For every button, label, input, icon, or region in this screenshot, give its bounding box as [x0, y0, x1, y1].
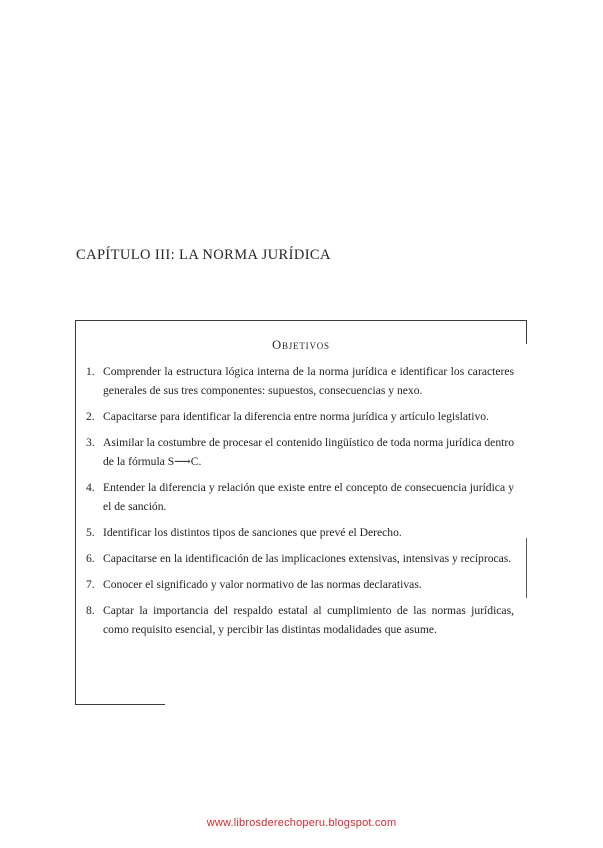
objective-number: 8. — [86, 604, 95, 617]
objective-text: Capacitarse en la identificación de las implicaciones extensivas, intensivas y recíprocas. — [103, 552, 512, 565]
objectives-heading: Objetivos — [272, 338, 330, 352]
objective-number: 1. — [86, 365, 95, 378]
footer-link[interactable]: www.librosderechoperu.blogspot.com — [206, 817, 397, 829]
objective-text: Asimilar la costumbre de procesar el contenido lingüístico de toda norma jurídica dentro de la fórmula S⟶C. — [103, 436, 514, 468]
objective-item — [86, 478, 514, 516]
objectives-frame-right-border-segment — [526, 538, 527, 598]
objectives-frame-top-border — [75, 320, 527, 321]
objective-item — [86, 362, 514, 400]
objectives-list — [86, 362, 514, 646]
objective-text: Entender la diferencia y relación que existe entre el concepto de consecuencia jurídica y el de sanción. — [103, 481, 514, 513]
objective-text: Identificar los distintos tipos de sanciones que prevé el Derecho. — [103, 526, 402, 539]
objective-number: 2. — [86, 410, 95, 423]
objective-number: 4. — [86, 481, 95, 494]
objective-item — [86, 549, 514, 568]
objective-item — [86, 601, 514, 639]
objective-number: 3. — [86, 436, 95, 449]
objective-number: 5. — [86, 526, 95, 539]
chapter-title: CAPÍTULO III: LA NORMA JURÍDICA — [76, 247, 331, 263]
objective-item — [86, 523, 514, 542]
objective-item — [86, 575, 514, 594]
objective-text: Captar la importancia del respaldo estatal al cumplimiento de las normas jurídicas, como requisito esencial, y percibir las distintas modalidades que asume. — [103, 604, 514, 636]
objective-text: Conocer el significado y valor normativo de las normas declarativas. — [103, 578, 422, 591]
objectives-frame-left-border — [75, 320, 76, 705]
objective-item — [86, 433, 514, 471]
objective-number: 6. — [86, 552, 95, 565]
objective-text: Capacitarse para identificar la diferencia entre norma jurídica y artículo legislativo. — [103, 410, 489, 423]
objective-item — [86, 407, 514, 426]
objective-text: Comprender la estructura lógica interna de la norma jurídica e identificar los caracteres generales de sus tres componentes: supuestos, consecuencias y nexo. — [103, 365, 514, 397]
objectives-frame-bottom-border — [75, 704, 165, 705]
objective-number: 7. — [86, 578, 95, 591]
